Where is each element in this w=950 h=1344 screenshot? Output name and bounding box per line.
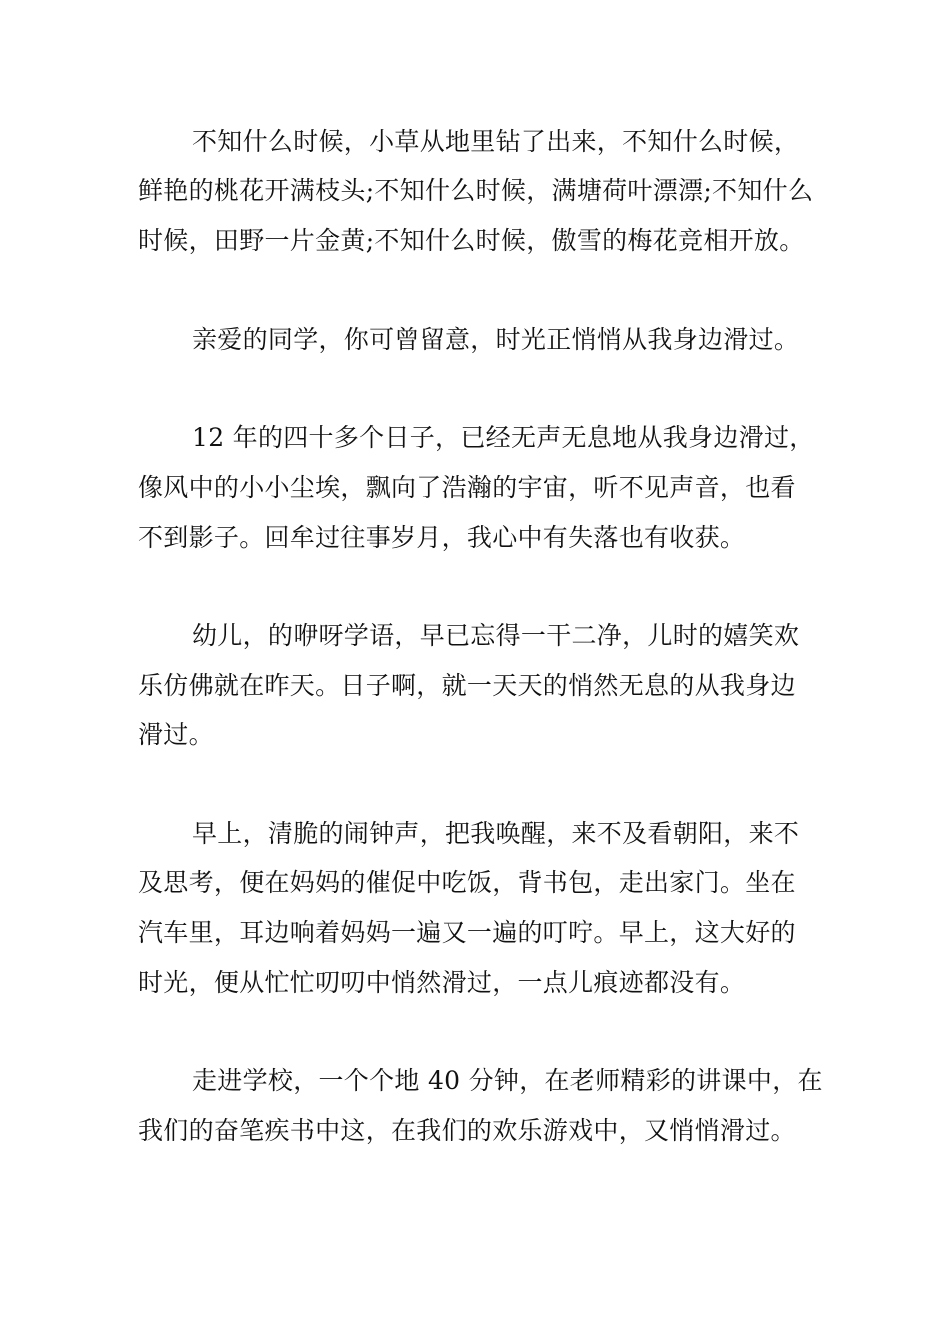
paragraph-line: 不到影子。回牟过往事岁月，我心中有失落也有收获。 xyxy=(138,523,746,552)
paragraph-line: 幼儿，的咿呀学语，早已忘得一干二净，儿时的嬉笑欢 xyxy=(192,621,800,650)
paragraph-line: 12 年的四十多个日子，已经无声无息地从我身边滑过， xyxy=(192,423,815,452)
paragraph-line: 汽车里，耳边响着妈妈一遍又一遍的叮咛。早上，这大好的 xyxy=(138,918,796,947)
paragraph-line: 早上，清脆的闹钟声，把我唤醒，来不及看朝阳，来不 xyxy=(192,819,800,848)
paragraph-line: 亲爱的同学，你可曾留意，时光正悄悄从我身边滑过。 xyxy=(192,325,800,354)
paragraph-line: 鲜艳的桃花开满枝头;不知什么时候，满塘荷叶漂漂;不知什么 xyxy=(138,176,814,205)
paragraph-line: 走进学校，一个个地 40 分钟，在老师精彩的讲课中，在 xyxy=(192,1066,823,1095)
paragraph-line: 时光，便从忙忙叨叨中悄然滑过，一点儿痕迹都没有。 xyxy=(138,968,746,997)
paragraph-line: 乐仿佛就在昨天。日子啊，就一天天的悄然无息的从我身边 xyxy=(138,671,796,700)
paragraph-line: 像风中的小小尘埃，飘向了浩瀚的宇宙，听不见声音，也看 xyxy=(138,473,796,502)
paragraph-line: 滑过。 xyxy=(138,720,214,749)
paragraph-line: 不知什么时候，小草从地里钻了出来，不知什么时候， xyxy=(192,127,800,156)
paragraph-line: 时候，田野一片金黄;不知什么时候，傲雪的梅花竞相开放。 xyxy=(138,226,805,255)
paragraph-line: 我们的奋笔疾书中这，在我们的欢乐游戏中，又悄悄滑过。 xyxy=(138,1116,796,1145)
paragraph-line: 及思考，便在妈妈的催促中吃饭，背书包，走出家门。坐在 xyxy=(138,868,796,897)
